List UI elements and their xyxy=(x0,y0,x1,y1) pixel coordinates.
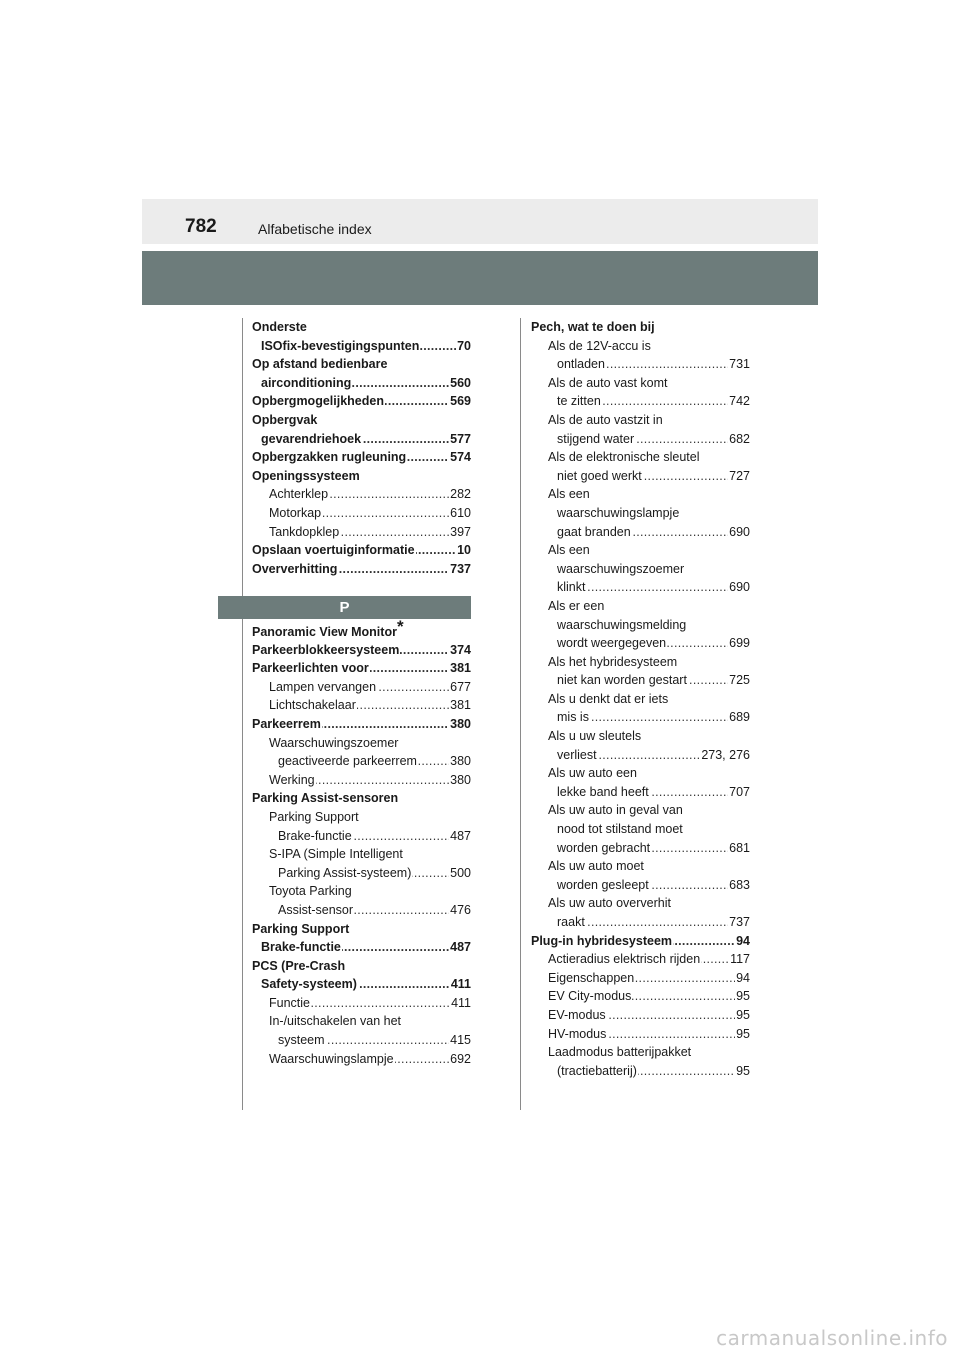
index-term: Parkeerrem xyxy=(252,715,322,734)
page-ref: 725 xyxy=(728,671,750,690)
index-entry xyxy=(252,411,471,430)
page-ref: 683 xyxy=(728,876,750,895)
index-entry xyxy=(531,578,750,597)
index-entry xyxy=(531,430,750,449)
index-entry xyxy=(252,560,471,579)
index-entry xyxy=(252,678,471,697)
index-term: Opbergvak xyxy=(252,411,318,430)
index-entry xyxy=(252,641,471,660)
index-entry xyxy=(531,523,750,542)
index-term: nood tot stilstand moet xyxy=(557,820,684,839)
index-term: wordt weergegeven xyxy=(557,634,667,653)
index-entry xyxy=(531,894,750,913)
index-entry xyxy=(531,839,750,858)
index-term: Als uw auto een xyxy=(548,764,638,783)
index-entry xyxy=(531,913,750,932)
index-entry xyxy=(531,1006,750,1025)
page-ref: 94 xyxy=(735,969,750,988)
index-term: Waarschuwingszoemer xyxy=(269,734,399,753)
index-entry xyxy=(531,950,750,969)
header-bar xyxy=(142,199,818,244)
page-ref: 682 xyxy=(728,430,750,449)
index-term: ontladen xyxy=(557,355,606,374)
index-entry xyxy=(531,1062,750,1081)
index-term: Assist-sensor xyxy=(278,901,354,920)
index-entry xyxy=(531,634,750,653)
index-entry xyxy=(252,1050,471,1069)
page-ref: 692 xyxy=(449,1050,471,1069)
index-term: Brake-functie xyxy=(261,938,342,957)
index-entry xyxy=(531,392,750,411)
page-ref: 737 xyxy=(449,560,471,579)
index-entry xyxy=(531,1043,750,1062)
index-entry xyxy=(252,864,471,883)
index-term: S-IPA (Simple Intelligent xyxy=(269,845,404,864)
page-ref: 411 xyxy=(450,994,471,1013)
page-ref: 707 xyxy=(728,783,750,802)
column-rule-left xyxy=(242,318,243,1110)
index-entry xyxy=(531,801,750,820)
index-term: Als een xyxy=(548,485,591,504)
page-ref: 273, 276 xyxy=(700,746,750,765)
page-ref: 95 xyxy=(735,1062,750,1081)
section-title: Alfabetische index xyxy=(258,221,372,237)
index-column-right xyxy=(531,318,750,1080)
index-entry xyxy=(531,783,750,802)
index-term: te zitten xyxy=(557,392,602,411)
index-term: klinkt xyxy=(557,578,586,597)
index-entry xyxy=(252,448,471,467)
index-term: Achterklep xyxy=(269,485,329,504)
index-term: Als het hybridesysteem xyxy=(548,653,678,672)
page-ref: 689 xyxy=(728,708,750,727)
index-term: Als uw auto in geval van xyxy=(548,801,684,820)
page-ref: 380 xyxy=(449,715,471,734)
index-term: In-/uitschakelen van het xyxy=(269,1012,402,1031)
page-ref: 380 xyxy=(449,752,471,771)
index-entry xyxy=(531,448,750,467)
index-entry xyxy=(531,337,750,356)
index-term: Als uw auto moet xyxy=(548,857,645,876)
index-term: Als een xyxy=(548,541,591,560)
page-ref: 381 xyxy=(449,696,471,715)
index-entry xyxy=(252,523,471,542)
index-entry xyxy=(531,504,750,523)
index-term: (tractiebatterij) xyxy=(557,1062,638,1081)
index-term: niet goed werkt xyxy=(557,467,643,486)
index-entry xyxy=(252,430,471,449)
index-term: worden gebracht xyxy=(557,839,651,858)
index-entry xyxy=(252,659,471,678)
index-term: Onderste xyxy=(252,318,308,337)
index-entry xyxy=(531,746,750,765)
page-ref: 487 xyxy=(449,827,471,846)
index-entry xyxy=(252,827,471,846)
page-ref: 374 xyxy=(449,641,471,660)
index-term: Plug-in hybridesysteem xyxy=(531,932,673,951)
index-term: worden gesleept xyxy=(557,876,650,895)
index-term: EV City-modus xyxy=(548,987,632,1006)
index-entry xyxy=(531,969,750,988)
index-term: waarschuwingsmelding xyxy=(557,616,687,635)
index-entry xyxy=(252,504,471,523)
index-entry xyxy=(531,653,750,672)
index-entry xyxy=(252,901,471,920)
index-entry xyxy=(531,987,750,1006)
page-ref: 415 xyxy=(449,1031,471,1050)
index-entry xyxy=(252,355,471,374)
index-term: Waarschuwingslampje xyxy=(269,1050,395,1069)
dot-leader xyxy=(557,913,750,932)
page-ref: 560 xyxy=(449,374,471,393)
index-entry xyxy=(252,617,471,641)
index-entry xyxy=(252,752,471,771)
page-ref: 742 xyxy=(728,392,750,411)
index-term: systeem xyxy=(278,1031,326,1050)
index-column-left-p xyxy=(252,617,471,1068)
index-term: waarschuwingszoemer xyxy=(557,560,685,579)
index-entry xyxy=(252,337,471,356)
index-term: Parking Assist-systeem) xyxy=(278,864,412,883)
index-term: Opslaan voertuiginformatie xyxy=(252,541,416,560)
page-ref: 95 xyxy=(735,1025,750,1044)
page-ref: 94 xyxy=(735,932,750,951)
column-rule-middle xyxy=(520,318,521,1110)
index-term: waarschuwingslampje xyxy=(557,504,680,523)
index-entry xyxy=(531,355,750,374)
page-ref: 95 xyxy=(735,1006,750,1025)
index-term: Als de 12V-accu is xyxy=(548,337,652,356)
index-column-left-top xyxy=(252,318,471,578)
index-entry xyxy=(531,820,750,839)
section-letter-bar: P xyxy=(218,596,471,619)
footnote-star: * xyxy=(396,617,404,636)
page-ref: 476 xyxy=(449,901,471,920)
index-term: Pech, wat te doen bij xyxy=(531,318,656,337)
index-entry xyxy=(252,994,471,1013)
index-term: Als u denkt dat er iets xyxy=(548,690,669,709)
index-entry xyxy=(531,616,750,635)
index-entry xyxy=(252,696,471,715)
index-entry xyxy=(531,671,750,690)
page-ref: 731 xyxy=(728,355,750,374)
index-term: Als u uw sleutels xyxy=(548,727,642,746)
index-term: airconditioning xyxy=(261,374,352,393)
index-term: Laadmodus batterijpakket xyxy=(548,1043,692,1062)
index-term: niet kan worden gestart xyxy=(557,671,688,690)
index-entry xyxy=(252,392,471,411)
index-term: Eigenschappen xyxy=(548,969,635,988)
index-entry xyxy=(252,467,471,486)
index-entry xyxy=(531,857,750,876)
index-entry xyxy=(252,845,471,864)
index-term: Parkeerlichten voor xyxy=(252,659,370,678)
index-entry xyxy=(531,485,750,504)
index-term: Opbergzakken rugleuning xyxy=(252,448,407,467)
page-ref: 397 xyxy=(449,523,471,542)
index-entry xyxy=(531,318,750,337)
index-term: Parkeerblokkeersysteem xyxy=(252,641,400,660)
index-term: verliest xyxy=(557,746,598,765)
page-ref: 10 xyxy=(456,541,471,560)
index-term: Als uw auto oververhit xyxy=(548,894,672,913)
index-term: lekke band heeft xyxy=(557,783,650,802)
page-ref: 282 xyxy=(449,485,471,504)
index-term: Actieradius elektrisch rijden xyxy=(548,950,701,969)
index-term: gevarendriehoek xyxy=(261,430,362,449)
page-number: 782 xyxy=(185,216,217,237)
index-entry xyxy=(531,541,750,560)
page-ref: 500 xyxy=(449,864,471,883)
page-ref: 70 xyxy=(456,337,471,356)
index-term: Toyota Parking xyxy=(269,882,353,901)
index-term: Lampen vervangen xyxy=(269,678,377,697)
watermark: carmanualsonline.info xyxy=(716,1326,948,1350)
page-ref: 699 xyxy=(728,634,750,653)
page-ref: 677 xyxy=(449,678,471,697)
index-entry xyxy=(252,957,471,976)
index-entry xyxy=(252,485,471,504)
page-ref: 95 xyxy=(735,987,750,1006)
index-entry xyxy=(531,560,750,579)
index-entry xyxy=(531,467,750,486)
index-entry xyxy=(531,932,750,951)
page-ref: 577 xyxy=(449,430,471,449)
index-entry xyxy=(252,715,471,734)
index-term: Parking Support xyxy=(252,920,350,939)
index-entry xyxy=(252,771,471,790)
index-entry xyxy=(531,690,750,709)
index-term: mis is xyxy=(557,708,590,727)
index-entry xyxy=(252,541,471,560)
index-term: EV-modus xyxy=(548,1006,607,1025)
index-entry xyxy=(252,734,471,753)
index-entry xyxy=(252,920,471,939)
index-term: Tankdopklep xyxy=(269,523,340,542)
page-ref: 487 xyxy=(449,938,471,957)
index-term: raakt xyxy=(557,913,586,932)
index-term: Functie xyxy=(269,994,311,1013)
index-term: gaat branden xyxy=(557,523,632,542)
index-entry xyxy=(252,938,471,957)
index-entry xyxy=(252,789,471,808)
header-band xyxy=(142,251,818,305)
index-term: Werking xyxy=(269,771,316,790)
index-entry xyxy=(252,975,471,994)
index-entry xyxy=(531,411,750,430)
index-term: ISOfix-bevestigingspunten xyxy=(261,337,420,356)
index-term: Als de auto vast komt xyxy=(548,374,669,393)
index-entry xyxy=(252,808,471,827)
page-ref: 681 xyxy=(728,839,750,858)
index-term: Op afstand bedienbare xyxy=(252,355,388,374)
index-entry xyxy=(531,764,750,783)
page-ref: 610 xyxy=(449,504,471,523)
index-entry xyxy=(531,1025,750,1044)
index-term: HV-modus xyxy=(548,1025,607,1044)
page-ref: 381 xyxy=(449,659,471,678)
index-term: Safety-systeem) xyxy=(261,975,358,994)
index-term: Motorkap xyxy=(269,504,322,523)
page-ref: 690 xyxy=(728,578,750,597)
index-term: Lichtschakelaar xyxy=(269,696,357,715)
index-entry xyxy=(252,318,471,337)
page-ref: 574 xyxy=(449,448,471,467)
index-term: Als de auto vastzit in xyxy=(548,411,664,430)
index-term: Openingssysteem xyxy=(252,467,361,486)
index-term: Opbergmogelijkheden xyxy=(252,392,385,411)
index-term: stijgend water xyxy=(557,430,635,449)
page-ref: 690 xyxy=(728,523,750,542)
index-term: Brake-functie xyxy=(278,827,353,846)
page-ref: 569 xyxy=(449,392,471,411)
index-term: Als er een xyxy=(548,597,605,616)
page-ref: 727 xyxy=(728,467,750,486)
index-entry xyxy=(252,374,471,393)
page-ref: 380 xyxy=(449,771,471,790)
index-entry xyxy=(252,1031,471,1050)
index-term: Oververhitting xyxy=(252,560,338,579)
index-term: Panoramic View Monitor* xyxy=(252,622,405,642)
index-term: geactiveerde parkeerrem xyxy=(278,752,418,771)
page-ref: 117 xyxy=(729,950,750,969)
index-term: Parking Assist-sensoren xyxy=(252,789,399,808)
index-entry xyxy=(531,597,750,616)
page-ref: 737 xyxy=(728,913,750,932)
page-ref: 411 xyxy=(450,975,471,994)
index-entry xyxy=(531,876,750,895)
index-entry xyxy=(531,727,750,746)
index-entry xyxy=(252,1012,471,1031)
index-entry xyxy=(531,374,750,393)
index-entry xyxy=(531,708,750,727)
index-term: Parking Support xyxy=(269,808,360,827)
index-term: Als de elektronische sleutel xyxy=(548,448,700,467)
index-term: PCS (Pre-Crash xyxy=(252,957,346,976)
index-entry xyxy=(252,882,471,901)
